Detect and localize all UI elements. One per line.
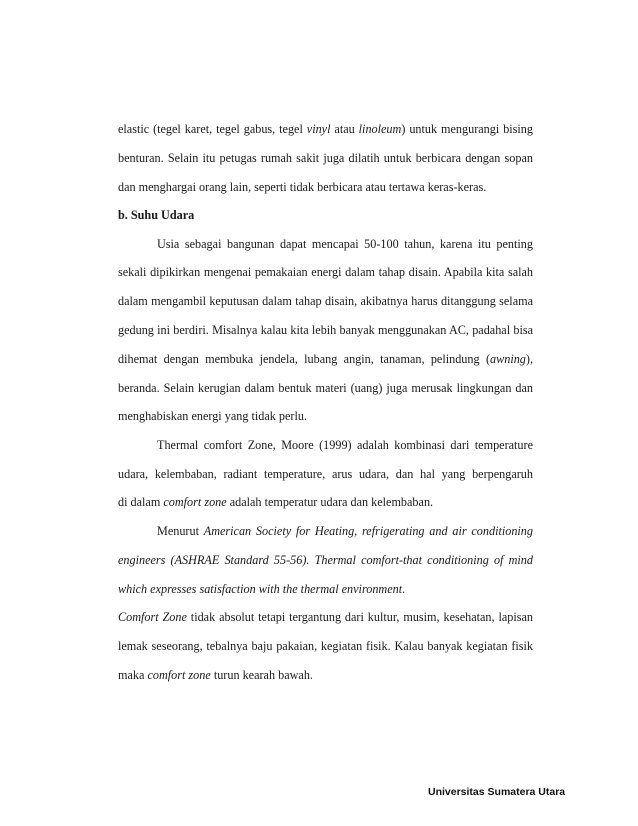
paragraph-1-line-2: benturan. Selain itu petugas rumah sakit juga dilatih untuk berbicara dengan sopan xyxy=(118,151,533,165)
paragraph-2-line-5: dihemat dengan membuka jendela, lubang angin, tanaman, pelindung (awning), xyxy=(118,352,533,366)
paragraph-2-line-1: Usia sebagai bangunan dapat mencapai 50-100 tahun, karena itu penting xyxy=(157,237,533,251)
paragraph-2-line-4: gedung ini berdiri. Misalnya kalau kita lebih banyak menggunakan AC, padahal bisa xyxy=(118,323,533,337)
paragraph-4-line-1: Menurut American Society for Heating, refrigerating and air conditioning xyxy=(157,524,533,538)
paragraph-2-line-7: menghabiskan energi yang tidak perlu. xyxy=(118,409,307,423)
paragraph-4-line-3: which expresses satisfaction with the thermal environment. xyxy=(118,582,406,596)
section-heading: b. Suhu Udara xyxy=(118,208,195,222)
paragraph-2-line-2: sekali dipikirkan mengenai pemakaian energi dalam tahap disain. Apabila kita salah xyxy=(118,265,533,279)
paragraph-5-line-2: lemak seseorang, tebalnya baju pakaian, kegiatan fisik. Kalau banyak kegiatan fisik xyxy=(118,639,533,653)
paragraph-1-line-3: dan menghargai orang lain, seperti tidak berbicara atau tertawa keras-keras. xyxy=(118,180,487,194)
paragraph-5-line-3: maka comfort zone turun kearah bawah. xyxy=(118,668,313,682)
paragraph-2-line-3: dalam mengambil keputusan dalam tahap disain, akibatnya harus ditanggung selama xyxy=(118,294,533,308)
paragraph-2-line-6: beranda. Selain kerugian dalam bentuk materi (uang) juga merusak lingkungan dan xyxy=(118,381,533,395)
paragraph-3-line-2: udara, kelembaban, radiant temperature, arus udara, dan hal yang berpengaruh xyxy=(118,467,533,481)
paragraph-1-line-1: elastic (tegel karet, tegel gabus, tegel vinyl atau linoleum) untuk mengurangi bising xyxy=(118,122,533,136)
footer-university: Universitas Sumatera Utara xyxy=(428,786,566,798)
paragraph-5-line-1: Comfort Zone tidak absolut tetapi tergantung dari kultur, musim, kesehatan, lapisan xyxy=(118,610,533,624)
paragraph-4-line-2: engineers (ASHRAE Standard 55-56). Thermal comfort-that conditioning of mind xyxy=(118,553,533,567)
paragraph-3-line-3: di dalam comfort zone adalah temperatur udara dan kelembaban. xyxy=(118,495,434,509)
paragraph-3-line-1: Thermal comfort Zone, Moore (1999) adalah kombinasi dari temperature xyxy=(157,438,533,452)
